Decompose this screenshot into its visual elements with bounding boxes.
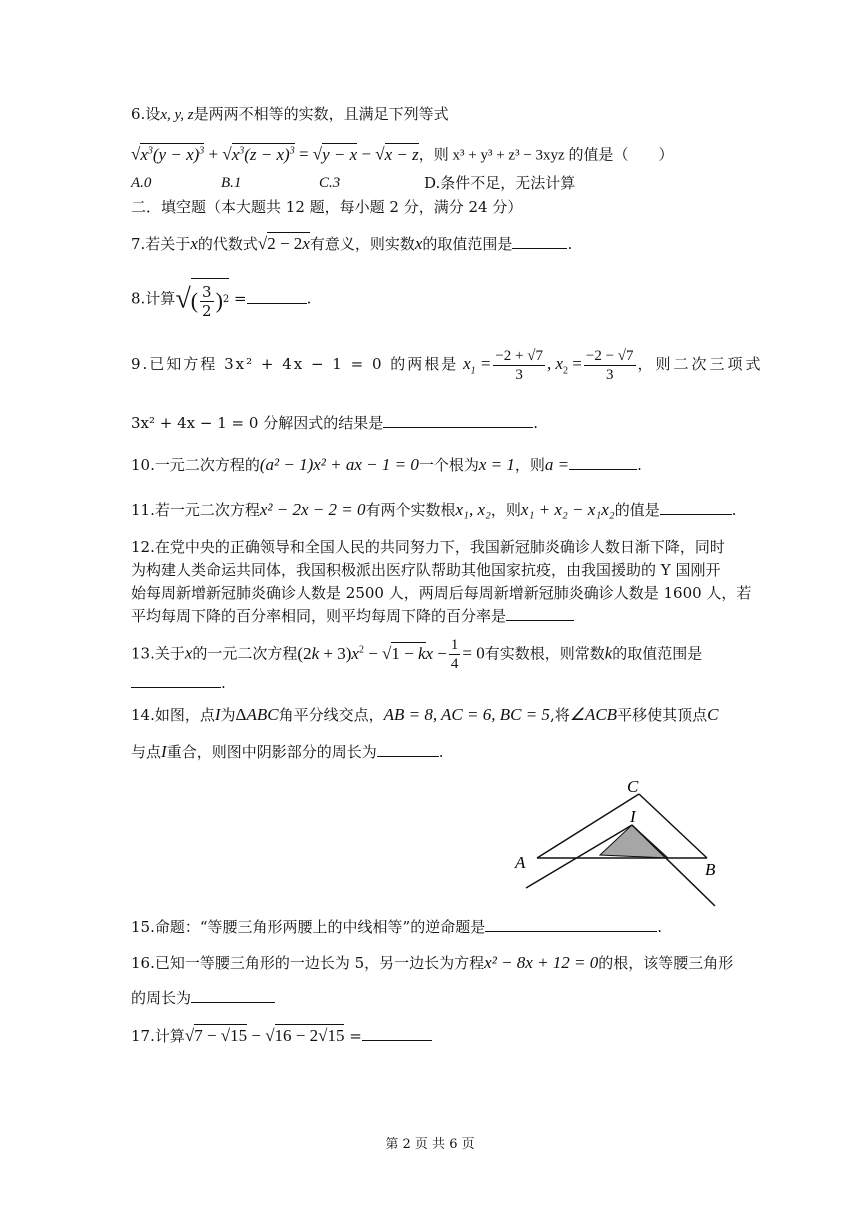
q13-answer-blank[interactable] bbox=[131, 673, 221, 688]
q12-line4 bbox=[131, 605, 574, 627]
q14-e: ,将 bbox=[549, 706, 570, 724]
q14-i: 重合，则图中阴影部分的周长为 bbox=[166, 743, 377, 761]
q6-vars: x, y, z bbox=[160, 107, 194, 123]
q15-a: 15.命题：“等腰三角形两腰上的中线相等”的逆命题是 bbox=[131, 918, 486, 936]
q11-d: ，则 bbox=[490, 501, 521, 519]
q10-e: a = bbox=[544, 455, 570, 474]
q12-answer-blank[interactable] bbox=[506, 606, 574, 621]
q17-a: 17.计算 bbox=[131, 1027, 185, 1045]
q17: 17.计算√7 − √15 − √16 − 2√15 = bbox=[131, 1026, 432, 1046]
q14-b: 为 bbox=[220, 706, 236, 724]
q12-line3: 始每周新增新冠肺炎确诊人数是 2500 人，两周后每周新增新冠肺炎确诊人数是 1600 人，若 bbox=[131, 584, 752, 602]
q14-end: . bbox=[438, 743, 444, 761]
q13-a: 13.关于 bbox=[131, 644, 185, 663]
q16-eq: x² − 8x + 12 = 0 bbox=[484, 953, 599, 972]
q12-line1: 12.在党中央的正确领导和全国人民的共同努力下，我国新冠肺炎确诊人数日渐下降，同时 bbox=[131, 538, 725, 556]
q14-h: 与点 bbox=[131, 743, 162, 761]
q8-equals: = bbox=[234, 289, 247, 308]
q7-end: . bbox=[567, 235, 573, 253]
label-c: C bbox=[627, 777, 639, 796]
page-footer: 第 2 页 共 6 页 bbox=[385, 1137, 475, 1152]
q13-line1: 13.关于x的一元二次方程$(2k + 3)x^2 - √1$ − kx − $\frac{1}{4}$ = 0有实数根，则常数k的取值范围是 bbox=[131, 637, 703, 672]
q6-text: 是两两不相等的实数，且满足下列等式 bbox=[193, 105, 449, 123]
q7-answer-blank[interactable] bbox=[512, 234, 567, 249]
q10-eq: (a² − 1)x² + ax − 1 = 0 bbox=[259, 455, 419, 474]
shaded-region bbox=[600, 825, 668, 858]
q14-line1: 14.如图，点I为ΔABC角平分线交点，AB = 8, AC = 6, BC = 5,将∠ACB平移使其顶点C bbox=[131, 705, 719, 724]
q11-f: 的值是 bbox=[614, 501, 660, 519]
q9-answer-blank[interactable] bbox=[383, 413, 533, 428]
q6-option-c: C.3 bbox=[319, 175, 341, 191]
q14-g: 平移使其顶点 bbox=[617, 706, 708, 724]
q6-option-d: D.条件不足，无法计算 bbox=[424, 174, 576, 192]
q6-lhs: $√x^3(y - x)^3 + √x^3(z - x)^3 = √y - x - √x - z$ bbox=[131, 144, 419, 164]
q9-b: ，则二次三项式 bbox=[637, 355, 764, 373]
q6-line1 bbox=[131, 104, 449, 125]
label-b: B bbox=[705, 860, 716, 879]
q10 bbox=[131, 455, 642, 475]
q13-line2 bbox=[131, 673, 226, 693]
q11-c: x₁, x₂ bbox=[455, 500, 491, 519]
q12-line4-text: 平均每周下降的百分率相同，则平均每周下降的百分率是 bbox=[131, 607, 507, 625]
q16-a: 16.已知一等腰三角形的一边长为 5，另一边长为方程 bbox=[131, 954, 485, 972]
q14-a: 14.如图，点 bbox=[131, 706, 215, 724]
q13-d: 的取值范围是 bbox=[612, 644, 703, 663]
q16-answer-blank[interactable] bbox=[191, 988, 275, 1003]
q11-b: 有两个实数根 bbox=[365, 501, 456, 519]
q7-b: 的代数式 bbox=[197, 235, 258, 253]
q17-equals: = bbox=[349, 1027, 362, 1045]
q7: 7.若关于x的代数式√2 − 2x有意义，则实数x的取值范围是 . bbox=[131, 234, 573, 253]
q14-f: ∠ACB bbox=[569, 705, 618, 724]
q6-option-b: B.1 bbox=[221, 175, 242, 191]
q9-line1: 9.已知方程 3x² + 4x − 1 = 0 的两根是 $x_1$ = $\frac{-2 + √7}{3}$ , $x_2$ = $\frac{-2 - √7}{3}$ ，则二次三项式 bbox=[131, 347, 764, 383]
q11-e: x₁ + x₂ − x₁x₂ bbox=[520, 500, 615, 519]
q10-end: . bbox=[637, 456, 642, 474]
q17-answer-blank[interactable] bbox=[362, 1026, 432, 1041]
q13-end: . bbox=[221, 674, 226, 692]
q12-line2: 为构建人类命运共同体，我国积极派出医疗队帮助其他国家抗疫，由我国援助的 Y 国刚开 bbox=[131, 561, 721, 579]
q8-end: . bbox=[306, 289, 312, 308]
section-heading: 二．填空题（本大题共 12 题，每小题 2 分，满分 24 分） bbox=[131, 198, 523, 216]
q14-c: 角平分线交点， bbox=[278, 706, 384, 724]
label-a: A bbox=[515, 853, 526, 872]
q10-answer-blank[interactable] bbox=[569, 455, 637, 470]
q10-d: ，则 bbox=[514, 456, 545, 474]
q10-c: x = 1 bbox=[478, 455, 515, 474]
q14-line2: 与点I重合，则图中阴影部分的周长为 . bbox=[131, 742, 444, 761]
q16-line1 bbox=[131, 953, 733, 973]
q6-intro: 6.设 bbox=[131, 105, 161, 123]
q9-c: 3x² + 4x − 1 = 0 分解因式的结果是 bbox=[131, 414, 384, 432]
q11 bbox=[131, 500, 736, 520]
q9-end: . bbox=[533, 414, 538, 432]
q6-option-a: A.0 bbox=[131, 175, 152, 191]
q8-a: 8.计算 bbox=[131, 289, 176, 308]
label-i: I bbox=[630, 807, 636, 826]
translated-ray-left bbox=[526, 825, 632, 888]
q9-line2 bbox=[131, 413, 538, 433]
q10-b: 一个根为 bbox=[418, 456, 479, 474]
triangle-figure bbox=[505, 770, 740, 915]
q13-b: 的一元二次方程 bbox=[192, 644, 298, 663]
q6-equation bbox=[131, 141, 673, 166]
q11-a: 11.若一元二次方程 bbox=[131, 501, 260, 519]
q8-answer-blank[interactable] bbox=[247, 289, 307, 304]
q16-c: 的周长为 bbox=[131, 989, 192, 1007]
q15-end: . bbox=[657, 918, 662, 936]
q7-d: 的取值范围是 bbox=[422, 235, 513, 253]
q16-line2 bbox=[131, 988, 275, 1008]
q7-c: 有意义，则实数 bbox=[309, 235, 415, 253]
q16-b: 的根，该等腰三角形 bbox=[598, 954, 734, 972]
q15-answer-blank[interactable] bbox=[485, 917, 657, 932]
q10-a: 10.一元二次方程的 bbox=[131, 456, 260, 474]
q8: 8.计算√( $\frac{3}{2}$ )$^2$ = . bbox=[131, 278, 311, 321]
q7-a: 7.若关于 bbox=[131, 235, 191, 253]
q9-a: 9.已知方程 3x² + 4x − 1 = 0 的两根是 bbox=[131, 355, 459, 373]
translated-ray-right bbox=[632, 825, 715, 906]
q6-eq-tail: ，则 x³ + y³ + z³ − 3xyz 的值是（ ） bbox=[418, 147, 674, 164]
q15 bbox=[131, 917, 662, 937]
q14-d: AB = 8, AC = 6, BC = 5 bbox=[383, 705, 550, 724]
q13-c: 有实数根，则常数 bbox=[484, 644, 605, 663]
q11-eq: x² − 2x − 2 = 0 bbox=[259, 500, 366, 519]
q11-end: . bbox=[731, 501, 737, 519]
q11-answer-blank[interactable] bbox=[660, 500, 732, 515]
q14-answer-blank[interactable] bbox=[377, 742, 439, 757]
